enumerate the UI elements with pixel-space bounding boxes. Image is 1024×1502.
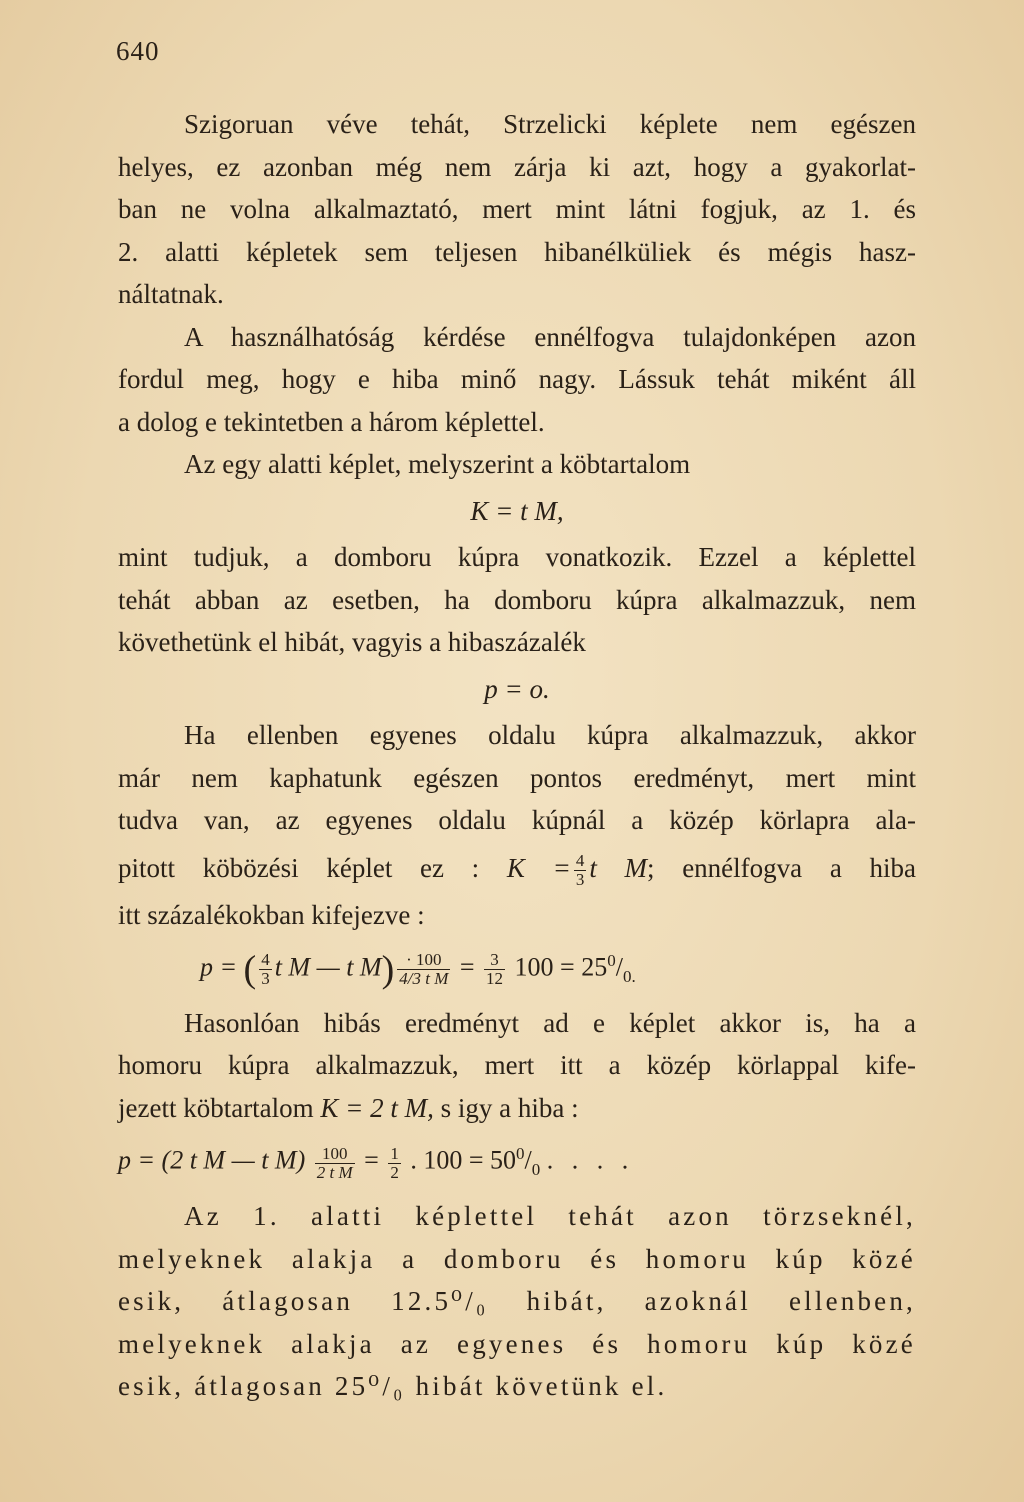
fraction: $\frac{1}{2}$	[390, 1143, 399, 1182]
equation-2: p = o.	[484, 673, 550, 704]
text-line: tudva van, az egyenes oldalu kúpnál a közép körlapra ala-	[118, 805, 916, 835]
text-line: tehát abban az esetben, ha domboru kúpra alkalmazzuk, nem	[118, 584, 916, 615]
text-line: Ha ellenben egyenes oldalu kúpra alkalmazzuk, akkor	[184, 720, 916, 750]
equation-3: p = ( $\frac{4}{3}$ t M — t M) $\frac{\cdot 100}{\text{4/3 t M}}$ = $\frac{3}{12}$ $100 = 25^0/_{0.}$	[200, 948, 636, 991]
text-line: már nem kaphatunk egészen pontos eredményt, mert mint	[118, 762, 916, 793]
text-line: homoru kúpra alkalmazzuk, mert itt a közép körlappal kife-	[118, 1050, 916, 1081]
equation-4: p = (2 t M — t M) $\frac{100}{\text{2 t M}}$ = $\frac{1}{2}$ . $100 = 50^0/_0$ . . . .	[118, 1143, 635, 1182]
text-line: Szigoruan véve tehát, Strzelicki képlete nem egészen	[184, 109, 916, 139]
text-line: esik, átlagosan 25⁰/₀ hibát követünk el.	[118, 1371, 668, 1402]
paragraph-1	[118, 103, 916, 316]
text-line: helyes, ez azonban még nem zárja ki azt, hogy a gyakorlat-	[118, 151, 916, 182]
equation-1: K = t M,	[470, 495, 564, 526]
text-line: A használhatóság kérdése ennélfogva tulajdonképen azon	[184, 321, 916, 352]
text-line: melyeknek alakja az egyenes és homoru kúp közé	[118, 1328, 916, 1359]
paragraph-6	[118, 1002, 916, 1130]
paragraph-7-spaced	[118, 1195, 916, 1408]
text-line: itt százalékokban kifejezve :	[118, 899, 425, 930]
paragraph-3	[118, 443, 916, 486]
text-line: fordul meg, hogy e hiba minő nagy. Lássuk tehát miként áll	[118, 364, 916, 394]
fraction: $\frac{4}{3}$	[261, 950, 270, 989]
paragraph-4	[118, 536, 916, 664]
paragraph-5	[118, 714, 916, 936]
body-text	[118, 103, 916, 1408]
text-line: követhetünk el hibát, vagyis a hibaszázalék	[118, 627, 586, 657]
text-line-formula	[118, 842, 916, 894]
text-line: 2. alatti képletek sem teljesen hibanélküliek és mégis hasz-	[118, 236, 916, 267]
fraction: $\frac{\cdot 100}{\text{4/3 t M}}$	[399, 950, 449, 989]
text-line: náltatnak.	[118, 279, 224, 309]
text-line-formula: jezett köbtartalom K = 2 t M, s igy a hiba :	[118, 1092, 579, 1123]
fraction: $\frac{3}{12}$	[486, 950, 504, 989]
text-line: Az 1. alatti képlettel tehát azon törzseknél,	[184, 1201, 916, 1232]
paragraph-2	[118, 316, 916, 444]
page-number: 640	[116, 36, 160, 66]
text-line: melyeknek alakja a domboru és homoru kúp közé	[118, 1243, 916, 1274]
text-line: Az egy alatti képlet, melyszerint a köbtartalom	[184, 449, 691, 479]
fraction: $\frac{4}{3}$	[575, 850, 585, 889]
inline-formula: K =	[506, 852, 571, 883]
line-text: pitott köbözési képlet ez :	[118, 852, 507, 883]
line-text: ; ennélfogva a hiba	[647, 852, 916, 883]
text-line: esik, átlagosan 12.5⁰/₀ hibát, azoknál ellenben,	[118, 1286, 916, 1317]
text-line: mint tudjuk, a domboru kúpra vonatkozik. Ezzel a képlettel	[118, 542, 916, 572]
inline-formula: K = 2 t M,	[320, 1092, 434, 1123]
fraction: $\frac{100}{\text{2 t M}}$	[316, 1143, 353, 1182]
inline-formula: t M	[589, 852, 647, 883]
text-line: Hasonlóan hibás eredményt ad e képlet akkor is, ha a	[184, 1007, 916, 1038]
text-line: a dolog e tekintetben a három képlettel.	[118, 406, 545, 437]
text-line: ban ne volna alkalmaztató, mert mint látni fogjuk, az 1. és	[118, 194, 916, 224]
